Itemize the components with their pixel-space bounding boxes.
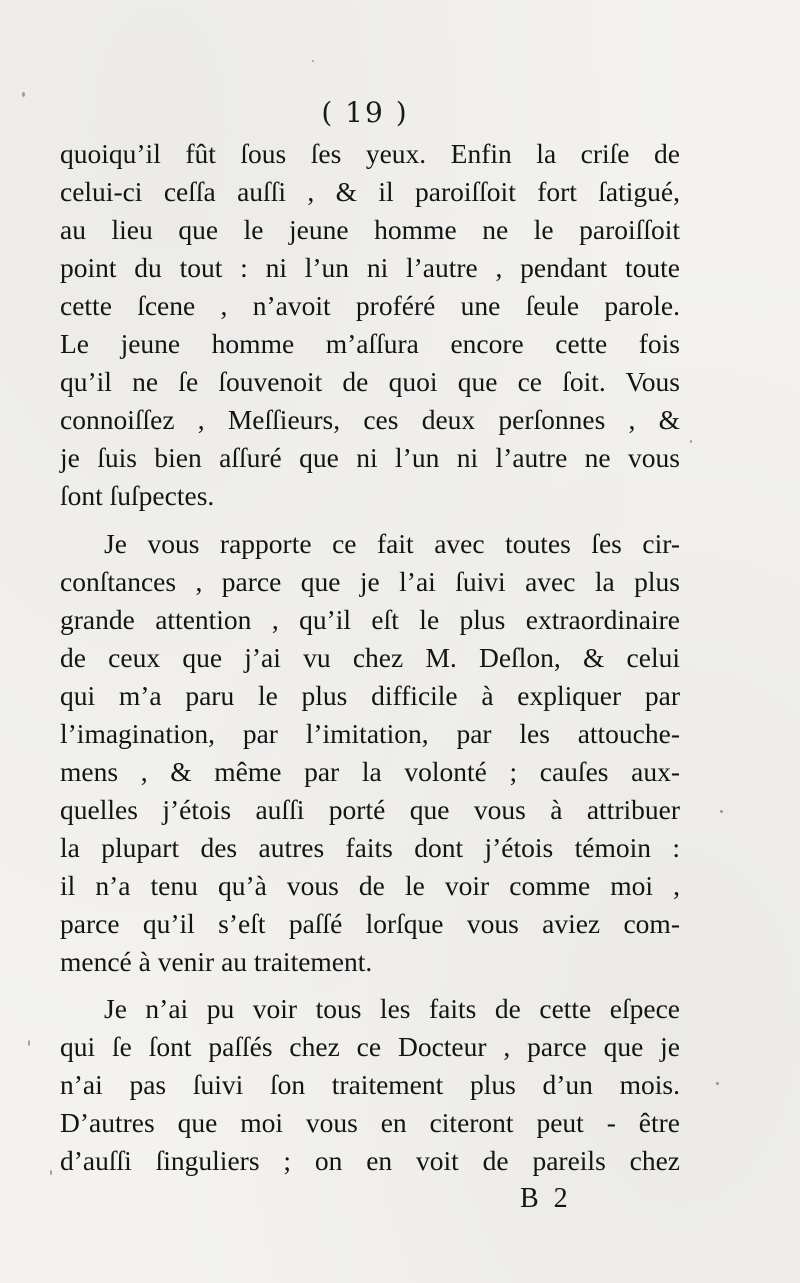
- signature-mark: B 2: [520, 1183, 572, 1214]
- text-line: il n’a tenu qu’à vous de le voir comme moi ,: [60, 870, 680, 901]
- paper-speck: [716, 1082, 719, 1085]
- paper-speck: [720, 810, 723, 813]
- text-line: mencé à venir au traitement.: [60, 946, 373, 977]
- text-line: quelles j’étois auſſi porté que vous à attribuer: [60, 794, 680, 825]
- text-line: qui m’a paru le plus difficile à expliquer par: [60, 680, 680, 711]
- text-line: conſtances , parce que je l’ai ſuivi avec la plus: [60, 566, 680, 597]
- text-line: connoiſſez , Meſſieurs, ces deux perſonnes , &: [60, 404, 680, 435]
- text-line: Le jeune homme m’aſſura encore cette fois: [60, 328, 680, 359]
- text-line: je ſuis bien aſſuré que ni l’un ni l’autre ne vous: [60, 442, 680, 473]
- text-line: parce qu’il s’eſt paſſé lorſque vous aviez com-: [60, 908, 680, 939]
- text-line: quoiqu’il fût ſous ſes yeux. Enfin la criſe de: [60, 138, 680, 169]
- text-line: d’auſſi ſinguliers ; on en voit de pareils chez: [60, 1145, 680, 1176]
- text-line: cette ſcene , n’avoit proféré une ſeule parole.: [60, 290, 680, 321]
- paragraph-start-line: Je vous rapporte ce fait avec toutes ſes cir-: [104, 528, 680, 559]
- paper-speck: [690, 440, 692, 443]
- paper-speck: [312, 60, 314, 62]
- text-line: qu’il ne ſe ſouvenoit de quoi que ce ſoit. Vous: [60, 366, 680, 397]
- text-line: la plupart des autres faits dont j’étois témoin :: [60, 832, 680, 863]
- text-line: mens , & même par la volonté ; cauſes aux-: [60, 756, 680, 787]
- text-line: qui ſe ſont paſſés chez ce Docteur , parce que je: [60, 1031, 680, 1062]
- paper-speck: [28, 1040, 30, 1046]
- text-line: l’imagination, par l’imitation, par les attouche-: [60, 718, 680, 749]
- paper-speck: [50, 1170, 52, 1175]
- paragraph-start-line: Je n’ai pu voir tous les faits de cette eſpece: [104, 993, 680, 1024]
- text-line: ſont ſuſpectes.: [60, 480, 215, 511]
- page-number: ( 19 ): [321, 96, 409, 129]
- text-line: n’ai pas ſuivi ſon traitement plus d’un mois.: [60, 1069, 680, 1100]
- text-line: grande attention , qu’il eſt le plus extraordinaire: [60, 604, 680, 635]
- text-line: de ceux que j’ai vu chez M. Deſlon, & celui: [60, 642, 680, 673]
- text-line: au lieu que le jeune homme ne le paroiſſoit: [60, 214, 680, 245]
- text-line: celui-ci ceſſa auſſi , & il paroiſſoit fort ſatigué,: [60, 176, 680, 207]
- text-line: point du tout : ni l’un ni l’autre , pendant toute: [60, 252, 680, 283]
- text-line: D’autres que moi vous en citeront peut - être: [60, 1107, 680, 1138]
